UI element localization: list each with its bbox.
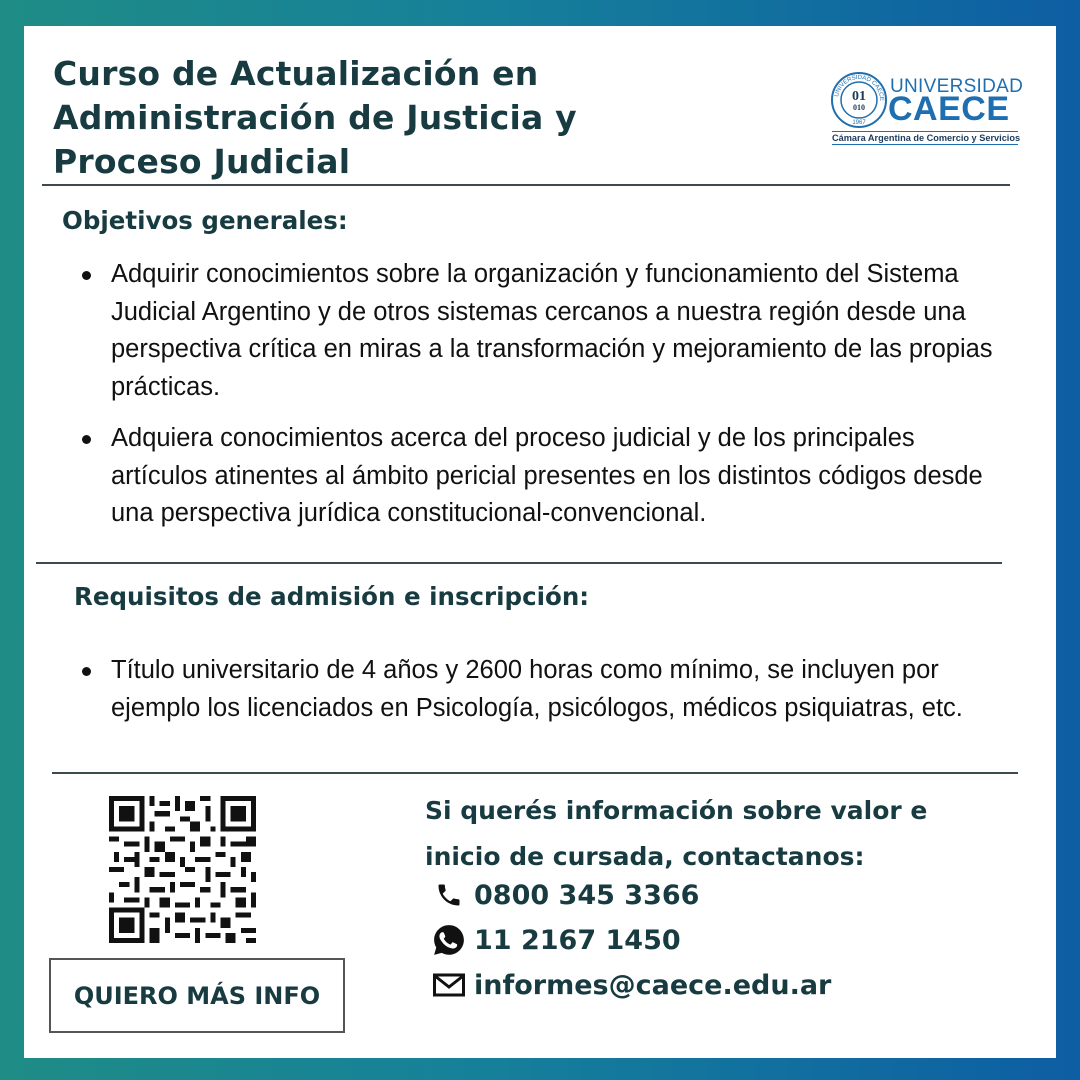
caece-logo bbox=[830, 71, 1024, 151]
mail-icon bbox=[432, 968, 466, 1002]
phone-icon bbox=[432, 878, 466, 912]
list-item: Adquiera conocimientos acerca del proceso judicial y de los principales artículos atinentes al ámbito pericial presentes en los distintos códigos desde una perspectiva jurídica constitucional-convencional. bbox=[74, 420, 1014, 533]
contact-heading-line-1: Si querés información sobre valor e bbox=[425, 796, 928, 825]
requisitos-heading: Requisitos de admisión e inscripción: bbox=[74, 582, 590, 611]
divider-top bbox=[42, 184, 1010, 186]
divider-middle bbox=[36, 562, 1002, 564]
whatsapp-row[interactable] bbox=[432, 923, 681, 957]
qr-code-icon[interactable] bbox=[109, 796, 256, 943]
list-item: Título universitario de 4 años y 2600 horas como mínimo, se incluyen por ejemplo los licenciados en Psicología, psicólogos, médicos psiquiatras, etc. bbox=[74, 652, 1014, 727]
phone-row[interactable] bbox=[432, 878, 699, 912]
phone-number: 0800 345 3366 bbox=[474, 879, 700, 911]
list-item: Adquirir conocimientos sobre la organización y funcionamiento del Sistema Judicial Argentino y de otros sistemas cercanos a nuestra región desde una perspectiva crítica en miras a la transformación y mejoramiento de las propias prácticas. bbox=[74, 256, 1014, 406]
requisitos-list bbox=[74, 652, 1014, 727]
seal-arc-text: UNIVERSIDAD CAECE bbox=[834, 74, 885, 102]
objetivos-heading: Objetivos generales: bbox=[62, 206, 348, 235]
more-info-button[interactable]: QUIERO MÁS INFO bbox=[49, 958, 345, 1033]
contact-heading bbox=[425, 788, 1025, 880]
email-address[interactable]: informes@caece.edu.ar bbox=[474, 969, 832, 1001]
page-title bbox=[53, 52, 753, 184]
title-line-1: Curso de Actualización en bbox=[53, 54, 539, 93]
whatsapp-number: 11 2167 1450 bbox=[474, 924, 681, 956]
email-row[interactable] bbox=[432, 968, 831, 1002]
contact-heading-line-2: inicio de cursada, contactanos: bbox=[425, 842, 865, 871]
university-seal-icon bbox=[830, 71, 888, 129]
seal-year-text: 1967 bbox=[852, 120, 866, 126]
whatsapp-icon bbox=[432, 923, 466, 957]
seal-center-small-text: 010 bbox=[853, 103, 865, 112]
logo-subtitle: Cámara Argentina de Comercio y Servicios bbox=[832, 133, 1021, 143]
title-line-3: Proceso Judicial bbox=[53, 142, 351, 181]
divider-bottom bbox=[52, 772, 1018, 774]
seal-center-text: 01 bbox=[852, 89, 866, 104]
flyer-card bbox=[24, 26, 1056, 1058]
logo-university-text: UNIVERSIDAD bbox=[890, 76, 1024, 97]
logo-caece-text: CAECE bbox=[888, 90, 1010, 128]
title-line-2: Administración de Justicia y bbox=[53, 98, 577, 137]
objetivos-list bbox=[74, 256, 1014, 533]
